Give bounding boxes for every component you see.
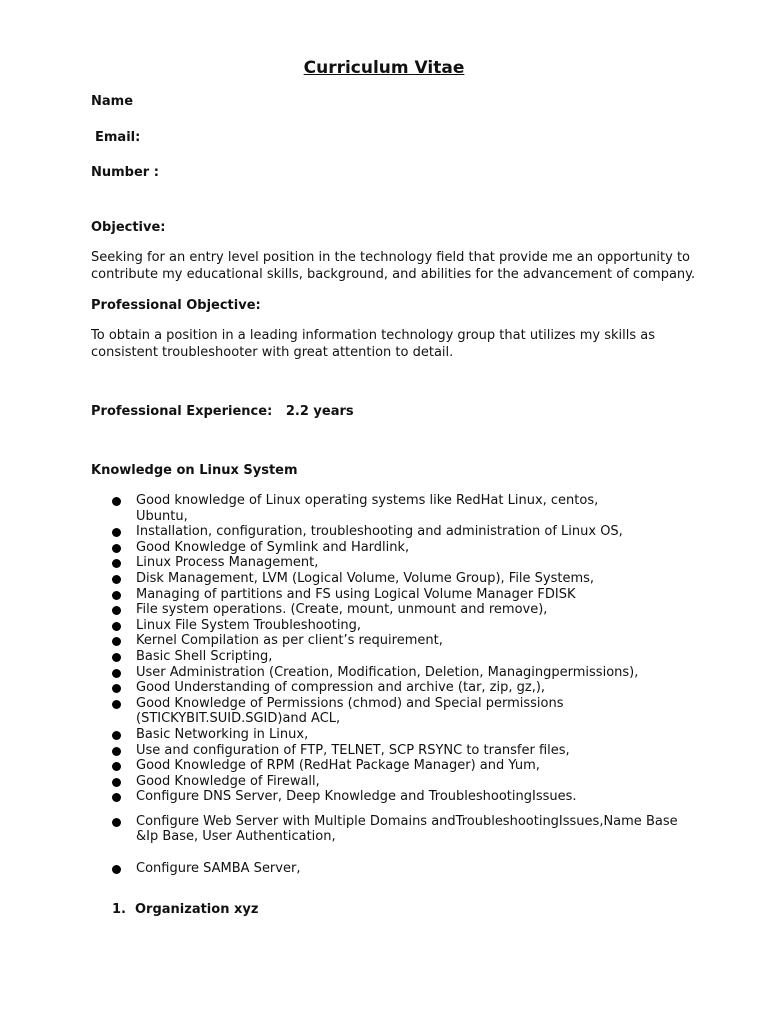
list-item-line: Managing of partitions and FS using Logical Volume Manager FDISK [136, 586, 576, 602]
list-item-text [136, 774, 708, 790]
list-item-line: Installation, configuration, troubleshooting and administration of Linux OS, [136, 524, 623, 540]
list-item [108, 555, 708, 571]
list-item [108, 602, 708, 618]
list-item-text [136, 649, 708, 665]
bullet-icon [112, 653, 121, 662]
bullet-icon [112, 528, 121, 537]
list-item [108, 587, 708, 603]
list-item-text [136, 493, 708, 524]
bullet-icon [112, 575, 121, 584]
list-item [108, 774, 708, 790]
list-item-text [136, 524, 708, 540]
list-item [108, 789, 708, 805]
list-item-text [136, 633, 708, 649]
list-item-text [136, 665, 708, 681]
list-item-line: Kernel Compilation as per client’s requirement, [136, 633, 443, 649]
list-item [108, 814, 708, 845]
bullet-icon [112, 818, 121, 827]
list-item-line: Ubuntu, [136, 508, 188, 524]
list-item-line: Configure Web Server with Multiple Domains andTroubleshootingIssues,Name Base [136, 813, 678, 829]
list-item-text [136, 571, 708, 587]
objective-heading: Objective: [91, 220, 166, 235]
professional-objective-text [91, 327, 691, 361]
list-item [108, 540, 708, 556]
list-item-line: User Administration (Creation, Modification, Deletion, Managingpermissions), [136, 664, 639, 680]
professional-objective-line: consistent troubleshooter with great attention to detail. [91, 345, 454, 360]
bullet-icon [112, 544, 121, 553]
bullet-icon [112, 731, 121, 740]
organization-name: Organization xyz [135, 902, 259, 917]
list-item-line: Linux Process Management, [136, 555, 319, 571]
experience-label: Professional Experience: 2.2 years [91, 404, 354, 419]
list-item [108, 696, 708, 727]
number-label: Number : [91, 165, 159, 180]
list-item [108, 571, 708, 587]
bullet-icon [112, 559, 121, 568]
bullet-icon [112, 700, 121, 709]
list-item-line: Good Knowledge of Symlink and Hardlink, [136, 539, 410, 555]
list-item-line: Configure SAMBA Server, [136, 861, 301, 877]
list-item [108, 665, 708, 681]
bullet-icon [112, 591, 121, 600]
list-item-text [136, 555, 708, 571]
linux-skills-list [108, 493, 708, 877]
bullet-icon [112, 622, 121, 631]
list-item [108, 758, 708, 774]
list-item-line: Linux File System Troubleshooting, [136, 617, 362, 633]
email-label: Email: [95, 130, 141, 145]
bullet-icon [112, 778, 121, 787]
list-item-text [136, 680, 708, 696]
list-item-line: Good Understanding of compression and archive (tar, zip, gz,), [136, 680, 546, 696]
bullet-icon [112, 637, 121, 646]
bullet-icon [112, 747, 121, 756]
bullet-icon [112, 669, 121, 678]
list-item-text [136, 814, 708, 845]
list-item-text [136, 789, 708, 805]
objective-text [91, 249, 696, 283]
list-item-text [136, 861, 708, 877]
bullet-icon [112, 606, 121, 615]
bullet-icon [112, 865, 121, 874]
list-item-text [136, 540, 708, 556]
list-item-line: Good Knowledge of Permissions (chmod) and Special permissions [136, 695, 564, 711]
list-item-text [136, 758, 708, 774]
list-item-text [136, 743, 708, 759]
list-item-line: (STICKYBIT.SUID.SGID)and ACL, [136, 711, 341, 727]
bullet-icon [112, 684, 121, 693]
list-item-line: Good Knowledge of Firewall, [136, 773, 320, 789]
list-item-line: Good Knowledge of RPM (RedHat Package Manager) and Yum, [136, 758, 540, 774]
list-item-text [136, 618, 708, 634]
list-item-text [136, 696, 708, 727]
list-item [108, 743, 708, 759]
objective-line: Seeking for an entry level position in the technology field that provide me an opportunity to [91, 250, 691, 265]
list-item-line: Use and configuration of FTP, TELNET, SCP RSYNC to transfer files, [136, 742, 570, 758]
bullet-icon [112, 762, 121, 771]
name-label: Name [91, 94, 134, 109]
list-item [108, 649, 708, 665]
list-item-line: &Ip Base, User Authentication, [136, 829, 336, 845]
organization-item [112, 902, 258, 918]
list-item-line: Basic Shell Scripting, [136, 648, 273, 664]
list-item [108, 633, 708, 649]
bullet-icon [112, 497, 121, 506]
list-item [108, 727, 708, 743]
list-item-text [136, 602, 708, 618]
list-item [108, 680, 708, 696]
list-item-text [136, 727, 708, 743]
list-item-line: Basic Networking in Linux, [136, 726, 309, 742]
list-item-line: Disk Management, LVM (Logical Volume, Volume Group), File Systems, [136, 570, 595, 586]
list-item-line: Good knowledge of Linux operating systems like RedHat Linux, centos, [136, 493, 599, 508]
list-item [108, 493, 708, 524]
list-item-line: File system operations. (Create, mount, unmount and remove), [136, 602, 548, 618]
list-item [108, 618, 708, 634]
list-item [108, 524, 708, 540]
bullet-icon [112, 793, 121, 802]
organization-number: 1. [112, 902, 126, 917]
list-item-line: Configure DNS Server, Deep Knowledge and TroubleshootingIssues. [136, 789, 577, 805]
page-title: Curriculum Vitae [303, 58, 465, 78]
professional-objective-heading: Professional Objective: [91, 298, 261, 313]
list-item [108, 861, 708, 877]
professional-objective-line: To obtain a position in a leading information technology group that utilizes my skills as [91, 328, 656, 343]
linux-heading: Knowledge on Linux System [91, 463, 298, 478]
list-item-text [136, 587, 708, 603]
objective-line: contribute my educational skills, background, and abilities for the advancement of company. [91, 267, 696, 282]
